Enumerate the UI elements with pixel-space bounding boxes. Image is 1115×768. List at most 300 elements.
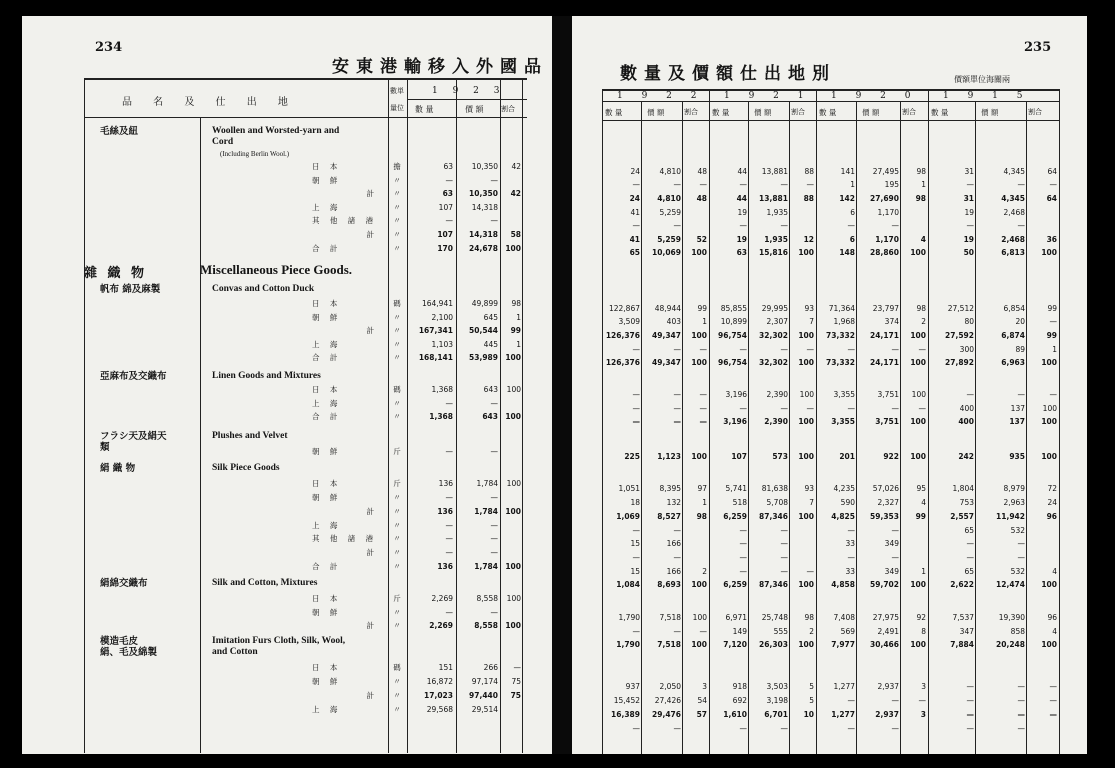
unit-header-bottom: 量位: [390, 104, 404, 112]
ratio-cell: 1: [516, 340, 521, 349]
ratio-cell: 2: [809, 627, 814, 636]
table-right-rule: [1059, 89, 1060, 754]
source-label: 朝 鮮: [312, 313, 342, 322]
ratio-header: 割合: [1028, 108, 1042, 116]
qty-cell: 590: [840, 498, 855, 507]
qty-cell: 17,023: [424, 691, 453, 700]
source-label: 朝 鮮: [312, 608, 342, 617]
value-cell: —: [1017, 180, 1025, 189]
ratio-cell: 93: [804, 304, 814, 313]
value-cell: —: [780, 404, 788, 413]
qty-cell: 33: [845, 539, 855, 548]
value-cell: 13,881: [759, 194, 788, 203]
qty-cell: 164,941: [421, 299, 453, 308]
ratio-cell: 100: [506, 385, 521, 394]
value-header: 價 額: [862, 108, 880, 117]
qty-cell: 65: [964, 526, 974, 535]
ratio-cell: 100: [910, 580, 926, 589]
qty-cell: 63: [443, 162, 453, 171]
ratio-cell: —: [513, 663, 521, 672]
qty-cell: 80: [964, 317, 974, 326]
source-label: 合 計: [312, 412, 342, 421]
source-label: 日 本: [312, 299, 342, 308]
value-cell: 2,491: [877, 627, 899, 636]
unit-cell: 斤: [393, 479, 401, 488]
section-jp-name: 亞麻布及交織布: [100, 371, 167, 382]
qty-cell: 65: [964, 567, 974, 576]
value-cell: 4,345: [1003, 167, 1025, 176]
value-cell: 3,198: [766, 696, 788, 705]
ratio-cell: 10: [803, 710, 814, 719]
source-label: 朝 鮮: [312, 176, 342, 185]
ratio-cell: 97: [697, 484, 707, 493]
ratio-cell: 100: [691, 580, 707, 589]
qty-cell: 15: [630, 539, 640, 548]
ratio-cell: 3: [702, 682, 707, 691]
ratio-cell: 98: [915, 194, 926, 203]
value-cell: —: [490, 216, 498, 225]
value-cell: 14,318: [469, 230, 498, 239]
source-label: 合 計: [312, 244, 342, 253]
ratio-cell: 7: [809, 317, 814, 326]
qty-cell: 27,892: [945, 358, 974, 367]
column-rule: [200, 117, 201, 753]
qty-cell: 4,235: [833, 484, 855, 493]
ratio-cell: 42: [511, 162, 521, 171]
qty-cell: —: [445, 216, 453, 225]
ratio-cell: 99: [915, 512, 926, 521]
value-unit-note: 價額單位海關兩: [954, 75, 1010, 84]
value-cell: —: [891, 345, 899, 354]
ratio-cell: 57: [696, 710, 707, 719]
qty-cell: 71,364: [828, 304, 855, 313]
ratio-cell: 1: [702, 317, 707, 326]
qty-cell: 27,592: [945, 331, 974, 340]
section-jp-name: 絹 織 物: [100, 463, 136, 474]
unit-cell: 斤: [393, 447, 401, 456]
ratio-cell: 64: [1046, 194, 1057, 203]
ratio-cell: 100: [1041, 640, 1057, 649]
qty-cell: —: [445, 608, 453, 617]
source-label: 上 海: [312, 705, 342, 714]
unit-cell: 〃: [393, 548, 401, 557]
source-label: 其 他 諸 港: [312, 216, 378, 225]
value-cell: 87,346: [759, 512, 788, 521]
qty-cell: 2,622: [950, 580, 974, 589]
qty-cell: —: [966, 553, 974, 562]
left-page: [22, 16, 552, 754]
qty-cell: —: [966, 696, 974, 705]
qty-cell: —: [847, 221, 855, 230]
qty-cell: 3,355: [833, 390, 855, 399]
qty-cell: 3,509: [618, 317, 640, 326]
value-cell: 195: [884, 180, 899, 189]
ratio-cell: 95: [916, 484, 926, 493]
value-cell: 7,518: [657, 640, 681, 649]
unit-cell: 〃: [393, 189, 401, 198]
value-cell: 2,468: [1003, 208, 1025, 217]
qty-cell: 33: [845, 567, 855, 576]
value-cell: —: [673, 724, 681, 733]
ratio-cell: —: [806, 345, 814, 354]
qty-cell: 148: [839, 248, 855, 257]
value-cell: 81,638: [761, 484, 788, 493]
source-label: 計: [366, 189, 382, 198]
ratio-cell: 100: [506, 594, 521, 603]
value-cell: 5,708: [766, 498, 788, 507]
value-cell: —: [490, 608, 498, 617]
qty-cell: —: [632, 417, 640, 426]
ratio-cell: —: [699, 180, 707, 189]
value-cell: 132: [666, 498, 681, 507]
ratio-cell: 88: [804, 167, 814, 176]
qty-header: 數 量: [712, 108, 730, 117]
value-cell: 49,347: [652, 358, 681, 367]
qty-cell: 27,512: [947, 304, 974, 313]
unit-cell: 〃: [393, 705, 401, 714]
qty-cell: —: [739, 221, 747, 230]
qty-cell: 1,790: [616, 640, 640, 649]
ratio-cell: 1: [516, 313, 521, 322]
section-en-name: Convas and Cotton Duck: [212, 284, 315, 294]
source-label: 朝 鮮: [312, 447, 342, 456]
qty-cell: 31: [964, 167, 974, 176]
ratio-cell: —: [1049, 696, 1057, 705]
section-en-name: Silk and Cotton, Mixtures: [212, 578, 318, 588]
value-cell: 8,558: [476, 594, 498, 603]
section-en-name-2: and Cotton: [212, 647, 258, 657]
value-cell: —: [1017, 539, 1025, 548]
qty-cell: —: [632, 526, 640, 535]
value-cell: 137: [1009, 417, 1025, 426]
qty-cell: —: [445, 521, 453, 530]
qty-cell: —: [847, 526, 855, 535]
qty-cell: —: [632, 390, 640, 399]
value-cell: 53,989: [469, 353, 498, 362]
right-page-title: 數量及價額仕出地別: [620, 64, 836, 84]
unit-cell: 〃: [393, 340, 401, 349]
value-cell: 27,426: [654, 696, 681, 705]
qty-cell: 107: [438, 203, 453, 212]
qty-cell: 126,376: [605, 331, 640, 340]
qty-cell: —: [632, 724, 640, 733]
qty-cell: 170: [437, 244, 453, 253]
ratio-cell: 100: [911, 390, 926, 399]
section-jp-name: フラシ天及絹天: [100, 431, 167, 442]
qty-cell: —: [632, 404, 640, 413]
value-cell: —: [891, 526, 899, 535]
ratio-cell: 4: [920, 235, 926, 244]
value-cell: —: [673, 345, 681, 354]
ratio-cell: —: [1049, 390, 1057, 399]
qty-cell: 400: [958, 417, 974, 426]
value-cell: 4,345: [1001, 194, 1025, 203]
unit-cell: 〃: [393, 399, 401, 408]
qty-cell: —: [966, 539, 974, 548]
qty-cell: 2,269: [429, 621, 453, 630]
value-cell: 8,395: [659, 484, 681, 493]
source-label: 朝 鮮: [312, 677, 342, 686]
qty-cell: —: [445, 548, 453, 557]
table-top-rule: [84, 78, 527, 80]
value-cell: —: [673, 390, 681, 399]
ratio-cell: —: [699, 627, 707, 636]
ratio-cell: 100: [910, 331, 926, 340]
section-en-name: Miscellaneous Piece Goods.: [200, 262, 353, 277]
value-cell: 59,353: [870, 512, 899, 521]
value-cell: 922: [883, 452, 899, 461]
value-cell: —: [673, 221, 681, 230]
ratio-cell: 100: [798, 580, 814, 589]
ratio-cell: 2: [702, 567, 707, 576]
value-cell: 28,860: [870, 248, 899, 257]
ratio-cell: 75: [510, 691, 521, 700]
qty-cell: 19: [737, 208, 747, 217]
ratio-cell: 4: [1052, 567, 1057, 576]
value-cell: —: [780, 567, 788, 576]
qty-cell: 31: [963, 194, 974, 203]
unit-header-top: 數単: [390, 87, 404, 95]
value-cell: 97,440: [469, 691, 498, 700]
ratio-cell: 5: [809, 682, 814, 691]
ratio-cell: 88: [803, 194, 814, 203]
ratio-cell: —: [806, 567, 814, 576]
qty-cell: 400: [959, 404, 974, 413]
qty-cell: 1,103: [431, 340, 453, 349]
value-cell: 532: [1010, 526, 1025, 535]
source-label: 上 海: [312, 521, 342, 530]
qty-cell: —: [739, 404, 747, 413]
source-label: 合 計: [312, 353, 342, 362]
unit-cell: 〃: [393, 493, 401, 502]
qty-cell: 16,389: [611, 710, 640, 719]
unit-cell: 碼: [393, 299, 401, 308]
qty-cell: 225: [624, 452, 640, 461]
value-cell: —: [673, 526, 681, 535]
value-cell: 7,518: [659, 613, 681, 622]
unit-cell: 〃: [393, 244, 401, 253]
qty-cell: 6,259: [723, 512, 747, 521]
value-cell: 8,558: [474, 621, 498, 630]
value-cell: 266: [483, 663, 498, 672]
year-header: 1 9 2 1: [724, 91, 812, 101]
value-cell: —: [891, 221, 899, 230]
value-cell: 166: [666, 567, 681, 576]
qty-cell: 85,855: [720, 304, 747, 313]
qty-cell: 19: [736, 235, 747, 244]
unit-cell: 〃: [393, 412, 401, 421]
ratio-cell: 98: [696, 512, 707, 521]
ratio-cell: 100: [910, 248, 926, 257]
ratio-cell: 5: [809, 696, 814, 705]
value-header: 價 額: [981, 108, 999, 117]
qty-cell: 122,867: [608, 304, 640, 313]
section-jp-name: 模造毛皮: [100, 636, 139, 647]
qty-cell: 937: [625, 682, 640, 691]
unit-cell: 〃: [393, 562, 401, 571]
value-cell: —: [1017, 682, 1025, 691]
unit-cell: 〃: [393, 507, 401, 516]
ratio-cell: 1: [1052, 345, 1057, 354]
value-cell: 645: [483, 313, 498, 322]
section-jp-name-2: 絹、毛及綿製: [100, 647, 158, 658]
left-page-title: 安東港輸移入外國品: [332, 57, 548, 77]
ratio-cell: 1: [921, 567, 926, 576]
qty-cell: —: [445, 399, 453, 408]
source-label: 日 本: [312, 594, 342, 603]
value-cell: 532: [1010, 567, 1025, 576]
value-cell: —: [673, 627, 681, 636]
ratio-cell: 100: [505, 562, 521, 571]
ratio-header: 割合: [791, 108, 805, 116]
ratio-cell: 2: [921, 317, 926, 326]
qty-cell: 29,568: [426, 705, 453, 714]
ratio-cell: 64: [1047, 167, 1057, 176]
qty-cell: 63: [736, 248, 747, 257]
qty-cell: 6: [850, 208, 855, 217]
section-en-name: Woollen and Worsted-yarn and: [212, 126, 340, 136]
value-cell: 6,874: [1001, 331, 1025, 340]
unit-cell: 〃: [393, 534, 401, 543]
value-cell: 8,693: [657, 580, 681, 589]
qty-cell: 50: [963, 248, 974, 257]
ratio-cell: 4: [921, 498, 926, 507]
source-label: 上 海: [312, 340, 342, 349]
year-header: 1 9 2 0: [831, 91, 919, 101]
value-cell: 10,350: [469, 189, 498, 198]
ratio-cell: —: [918, 345, 926, 354]
unit-cell: 〃: [393, 353, 401, 362]
qty-cell: —: [739, 724, 747, 733]
qty-header: 數 量: [605, 108, 623, 117]
value-cell: 349: [884, 539, 899, 548]
qty-cell: 73,332: [826, 331, 855, 340]
value-cell: —: [673, 404, 681, 413]
qty-cell: 24: [630, 167, 640, 176]
ratio-cell: 100: [505, 621, 521, 630]
source-label: 日 本: [312, 162, 342, 171]
qty-cell: 1: [850, 180, 855, 189]
source-label: 計: [366, 507, 382, 516]
ratio-cell: —: [1049, 180, 1057, 189]
qty-cell: 16,872: [426, 677, 453, 686]
ratio-cell: 96: [1046, 512, 1057, 521]
value-cell: 1,784: [474, 507, 498, 516]
value-cell: 27,975: [872, 613, 899, 622]
value-cell: 87,346: [759, 580, 788, 589]
qty-cell: 96,754: [718, 358, 747, 367]
value-cell: 166: [666, 539, 681, 548]
qty-cell: 4,858: [831, 580, 855, 589]
source-label: 計: [366, 326, 382, 335]
value-cell: 24,171: [870, 331, 899, 340]
ratio-cell: 100: [1041, 417, 1057, 426]
qty-cell: 518: [732, 498, 747, 507]
value-cell: 1,170: [875, 235, 899, 244]
value-cell: 643: [482, 412, 498, 421]
qty-cell: —: [966, 724, 974, 733]
source-label: 日 本: [312, 663, 342, 672]
value-cell: —: [1017, 710, 1025, 719]
qty-cell: 41: [629, 235, 640, 244]
value-cell: 10,069: [652, 248, 681, 257]
value-cell: 48,944: [654, 304, 681, 313]
value-cell: 555: [773, 627, 788, 636]
ratio-cell: —: [1049, 682, 1057, 691]
ratio-cell: 100: [910, 358, 926, 367]
value-cell: 858: [1010, 627, 1025, 636]
qty-cell: 5,741: [725, 484, 747, 493]
ratio-cell: 100: [1041, 248, 1057, 257]
qty-cell: 201: [839, 452, 855, 461]
ratio-cell: 100: [506, 479, 521, 488]
qty-cell: 6,259: [723, 580, 747, 589]
value-cell: 29,476: [652, 710, 681, 719]
value-cell: —: [891, 696, 899, 705]
qty-cell: 19: [963, 235, 974, 244]
qty-cell: 1,968: [833, 317, 855, 326]
value-cell: —: [1017, 553, 1025, 562]
ratio-cell: 96: [1047, 613, 1057, 622]
value-cell: 20,248: [996, 640, 1025, 649]
left-page-number: 234: [95, 40, 123, 55]
qty-cell: 569: [840, 627, 855, 636]
qty-cell: 73,332: [826, 358, 855, 367]
ratio-cell: 36: [1046, 235, 1057, 244]
value-cell: —: [490, 447, 498, 456]
ratio-cell: 92: [916, 613, 926, 622]
value-cell: 2,050: [659, 682, 681, 691]
value-cell: 13,881: [761, 167, 788, 176]
ratio-cell: 100: [1041, 358, 1057, 367]
qty-cell: 3,355: [831, 417, 855, 426]
qty-cell: 107: [437, 230, 453, 239]
value-cell: 30,466: [870, 640, 899, 649]
section-jp-name: 雜 織 物: [84, 266, 148, 281]
value-cell: 24,171: [870, 358, 899, 367]
column-rule: [522, 78, 523, 753]
value-cell: 3,751: [875, 417, 899, 426]
value-cell: 2,963: [1003, 498, 1025, 507]
value-cell: 2,937: [877, 682, 899, 691]
ratio-cell: —: [918, 696, 926, 705]
value-cell: —: [1017, 696, 1025, 705]
source-label: 計: [366, 691, 382, 700]
value-cell: 19,390: [998, 613, 1025, 622]
ratio-cell: 100: [691, 640, 707, 649]
value-cell: 445: [483, 340, 498, 349]
ratio-header: 割合: [902, 108, 916, 116]
qty-cell: —: [966, 710, 974, 719]
value-cell: —: [490, 534, 498, 543]
value-cell: —: [490, 521, 498, 530]
section-note: (Including Berlin Wool.): [220, 150, 290, 158]
ratio-cell: 8: [921, 627, 926, 636]
ratio-cell: 93: [804, 484, 814, 493]
qty-cell: —: [847, 345, 855, 354]
unit-cell: 〃: [393, 677, 401, 686]
qty-cell: 44: [736, 194, 747, 203]
right-page-number: 235: [1024, 40, 1052, 55]
ratio-cell: 100: [910, 452, 926, 461]
qty-cell: 136: [437, 507, 453, 516]
ratio-cell: 52: [696, 235, 707, 244]
value-cell: 643: [483, 385, 498, 394]
qty-cell: 6,971: [725, 613, 747, 622]
unit-cell: 〃: [393, 326, 401, 335]
ratio-cell: 99: [1047, 304, 1057, 313]
value-cell: 50,544: [469, 326, 498, 335]
